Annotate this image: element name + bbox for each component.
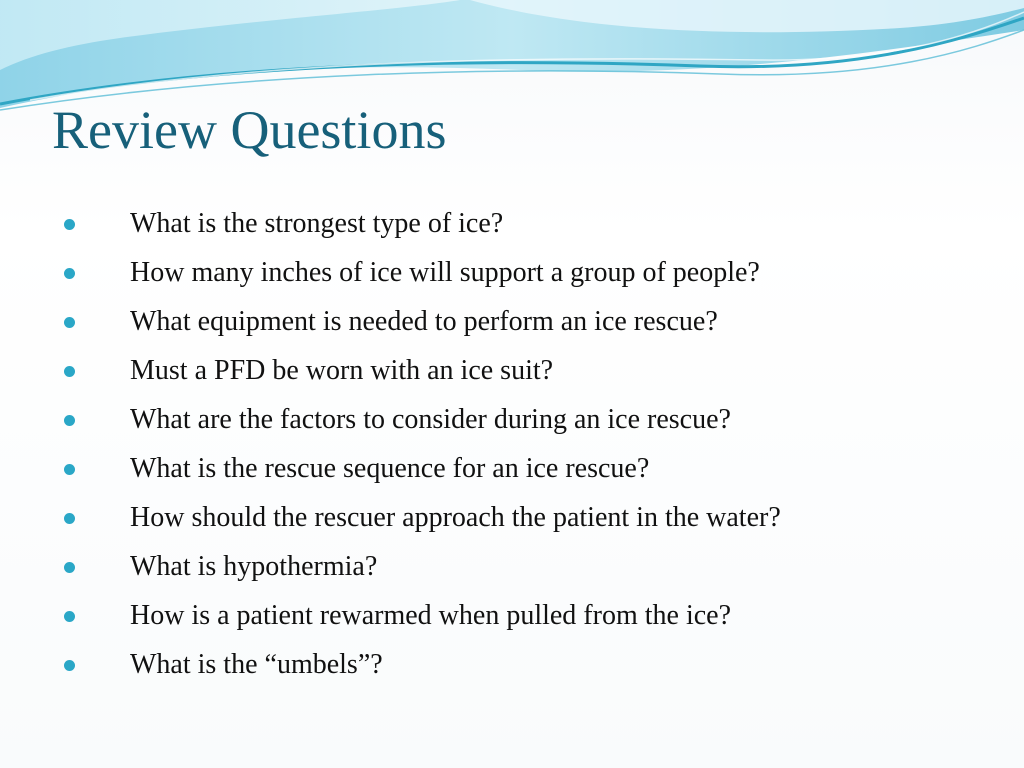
bullet-icon [64,513,75,524]
bullet-icon [64,562,75,573]
question-text: How many inches of ice will support a group of people? [130,257,760,288]
question-text: How should the rescuer approach the patient in the water? [130,502,781,533]
list-item [0,592,1000,641]
bullet-icon [64,219,75,230]
list-item [0,249,1000,298]
bullet-icon [64,415,75,426]
list-item [0,298,1000,347]
list-item [0,641,1000,690]
bullet-icon [64,611,75,622]
question-text: What is hypothermia? [130,551,378,582]
slide-title: Review Questions [52,100,447,160]
question-text: What is the strongest type of ice? [130,208,504,239]
question-text: What is the “umbels”? [130,649,383,680]
question-text: What are the factors to consider during an ice rescue? [130,404,731,435]
bullet-icon [64,464,75,475]
question-text: How is a patient rewarmed when pulled from the ice? [130,600,732,631]
list-item [0,200,1000,249]
list-item [0,543,1000,592]
question-text: What equipment is needed to perform an ice rescue? [130,306,718,337]
list-item [0,396,1000,445]
list-item [0,494,1000,543]
question-text: Must a PFD be worn with an ice suit? [130,355,554,386]
bullet-icon [64,268,75,279]
list-item [0,347,1000,396]
bullet-icon [64,317,75,328]
list-item [0,445,1000,494]
question-text: What is the rescue sequence for an ice rescue? [130,453,650,484]
review-questions-list [0,200,1000,690]
bullet-icon [64,660,75,671]
bullet-icon [64,366,75,377]
